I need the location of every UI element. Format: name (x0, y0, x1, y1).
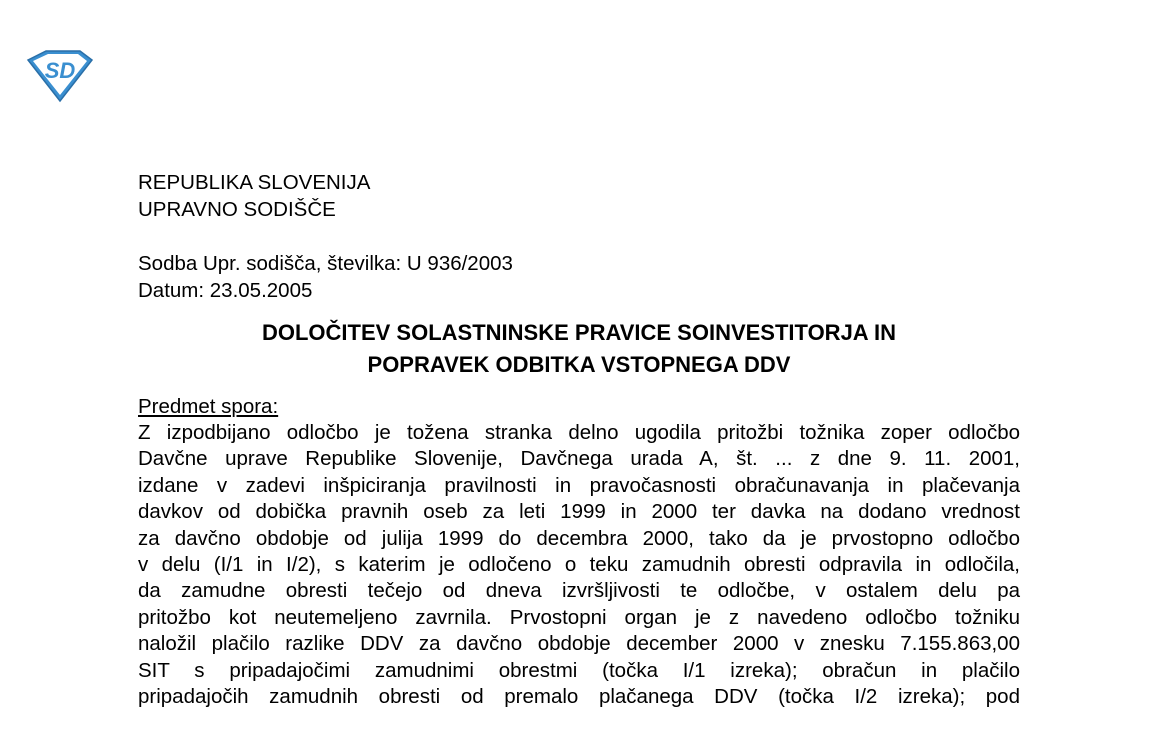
title-line-2: POPRAVEK ODBITKA VSTOPNEGA DDV (367, 352, 791, 377)
paragraph-line: Z izpodbijano odločbo je tožena stranka delno ugodila pritožbi tožnika zoper odločbo (138, 421, 1020, 444)
paragraph-line: da zamudne obresti tečejo od dneva izvršljivosti te odločbe, v ostalem delu pa (138, 579, 1020, 603)
document-title (138, 317, 1020, 381)
paragraph-line: Davčne uprave Republike Slovenije, Davčnega urada A, št. ... z dne 9. 11. 2001, (138, 447, 1020, 471)
title-line-1: DOLOČITEV SOLASTNINSKE PRAVICE SOINVESTITORJA IN (261, 320, 896, 345)
header-republic: REPUBLIKA SLOVENIJA (138, 171, 371, 194)
case-number: Sodba Upr. sodišča, številka: U 936/2003 (138, 252, 513, 275)
header-court: UPRAVNO SODIŠČE (138, 198, 336, 221)
paragraph-line: SIT s pripadajočimi zamudnimi obrestmi (točka I/1 izreka); obračun in plačilo (138, 658, 1020, 682)
section-heading: Predmet spora: (138, 395, 279, 418)
sd-shield-logo-icon (22, 48, 96, 104)
paragraph-line: pripadajočih zamudnih obresti od premalo plačanega DDV (točka I/2 izreka); pod (138, 685, 1020, 709)
paragraph-line: za davčno obdobje od julija 1999 do decembra 2000, tako da je prvostopno odločbo (138, 526, 1020, 550)
paragraph-line: pritožbo kot neutemeljeno zavrnila. Prvostopni organ je z navedeno odločbo tožniku (138, 605, 1020, 629)
logo-text: SD (44, 58, 76, 83)
paragraph-line: davkov od dobička pravnih oseb za leti 1999 in 2000 ter davka na dodano vrednost (138, 500, 1020, 524)
paragraph-line: naložil plačilo razlike DDV za davčno obdobje december 2000 v znesku 7.155.863,00 (138, 632, 1020, 656)
case-date: Datum: 23.05.2005 (138, 279, 313, 302)
section-paragraph (138, 420, 1020, 710)
paragraph-line: izdane v zadevi inšpiciranja pravilnosti in pravočasnosti obračunavanja in plačevanja (138, 473, 1020, 497)
document-body (138, 169, 1020, 710)
paragraph-line: v delu (I/1 in I/2), s katerim je odločeno o teku zamudnih obresti odpravila in odločila, (138, 553, 1020, 577)
